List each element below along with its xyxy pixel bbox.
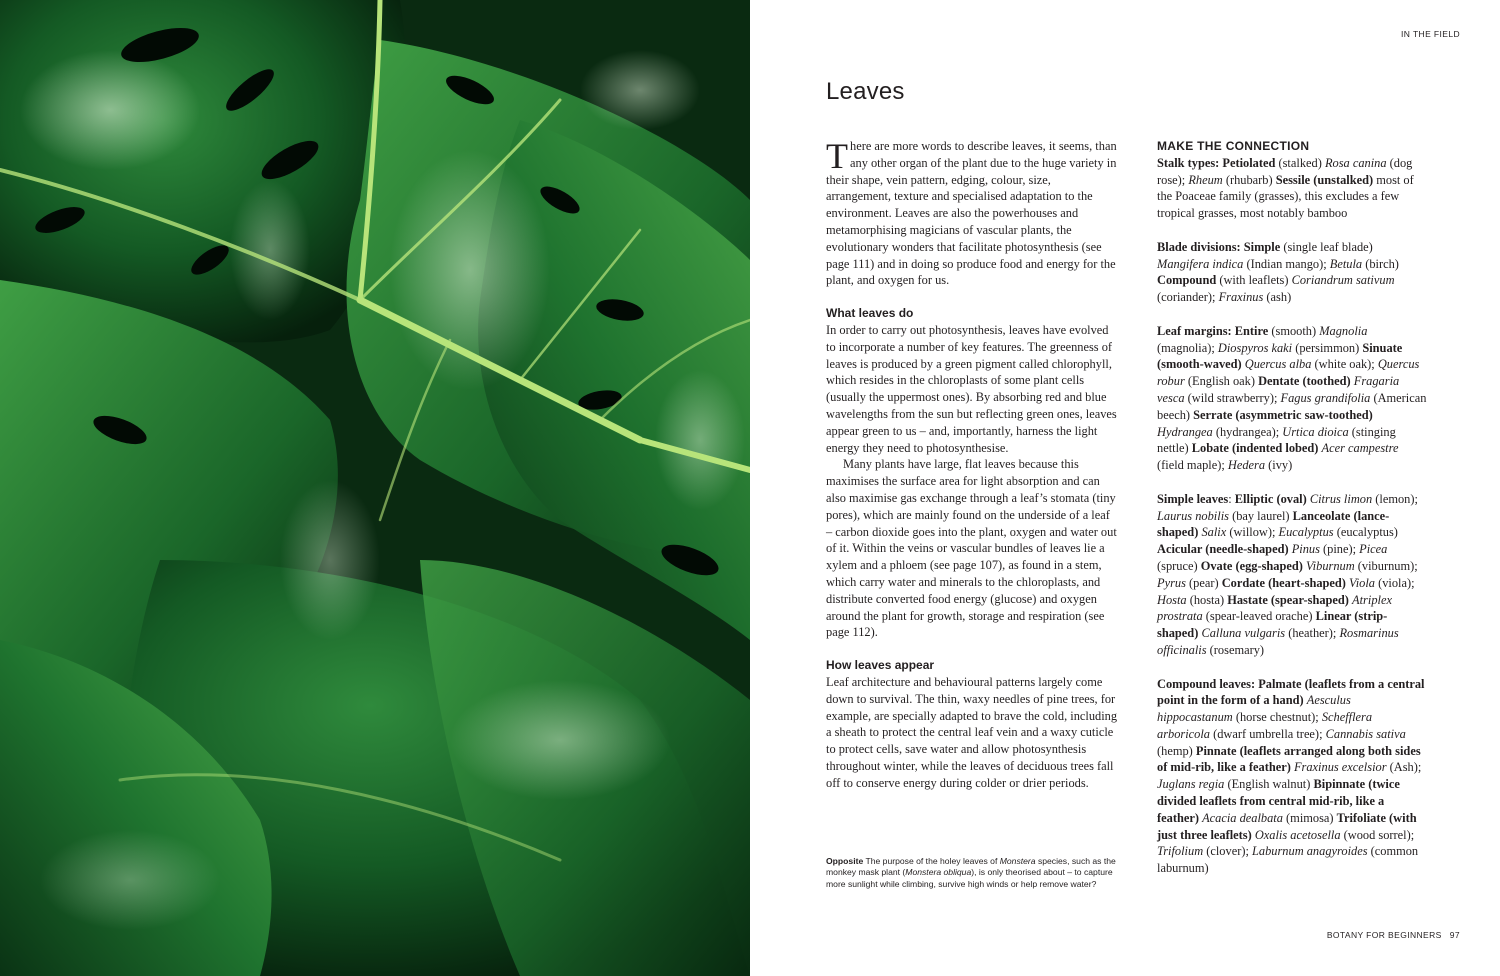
species-italic: Hydrangea — [1157, 424, 1213, 439]
term-bold: Leaf margins: Entire — [1157, 323, 1269, 338]
term-bold: Compound — [1157, 273, 1217, 288]
term-text: (heather); — [1285, 626, 1340, 641]
page-number: 97 — [1449, 930, 1460, 940]
species-italic: Salix — [1201, 525, 1227, 540]
term-text: (dwarf umbrella tree); — [1210, 726, 1326, 741]
species-italic: Magnolia — [1319, 323, 1368, 338]
term-text: (English oak) — [1184, 374, 1259, 389]
connection-block — [1157, 239, 1427, 306]
subheading-what-leaves-do: What leaves do — [826, 306, 914, 321]
book-title: BOTANY FOR BEGINNERS — [1326, 930, 1442, 940]
term-bold: Hastate (spear-shaped) — [1227, 592, 1349, 607]
connection-block — [1157, 491, 1427, 659]
species-italic: Mangifera indica — [1157, 256, 1244, 271]
section1-paragraph-1: In order to carry out photosynthesis, leaves have evolved to incorporate a number of key features. The greenness of leaves is produced by a green pigment called chlorophyll, which resides in the chloroplasts of some plant cells (usually the uppermost ones). By absorbing red and blue wavelengths from the sun but reflecting green ones, leaves appear green to us – and, importantly, harness the light energy they need to photosynthesise. — [826, 322, 1117, 455]
term-text: (wild strawberry); — [1184, 390, 1281, 405]
term-bold: Sinuate (smooth-waved) — [1157, 340, 1403, 372]
term-text: (persimmon) — [1292, 340, 1363, 355]
species-italic: Pyrus — [1157, 575, 1186, 590]
section2-paragraph-1: Leaf architecture and behavioural patterns largely come down to survival. The thin, waxy needles of pine trees, for example, are specially adapted to brave the cold, including a sheath to protect the central leaf vein and a waxy cuticle to protect cells, save water and allow photosynthesis throughout winter, while the leaves of deciduous trees fall off to conserve energy during colder or drier periods. — [826, 674, 1118, 790]
species-italic: Juglans regia — [1157, 777, 1225, 792]
caption-italic: Monstera — [999, 856, 1036, 866]
running-head: IN THE FIELD — [1401, 29, 1460, 39]
term-bold: Pinnate (leaflets arranged along both sides of mid-rib, like a feather) — [1157, 743, 1421, 775]
species-italic: Urtica dioica — [1282, 424, 1349, 439]
term-text: most of the Poaceae family (grasses), this excludes a few tropical grasses, most notably bamboo — [1157, 172, 1414, 221]
intro-paragraph — [826, 138, 1118, 289]
species-italic: Fagus grandifolia — [1280, 390, 1371, 405]
term-text: (field maple); — [1157, 458, 1228, 473]
connection-block — [1157, 155, 1427, 222]
main-text-column — [826, 138, 1118, 791]
term-text: (bay laurel) — [1228, 508, 1293, 523]
term-text: (single leaf blade) — [1280, 239, 1373, 254]
species-italic: Laurus nobilis — [1157, 508, 1229, 523]
species-italic: Schefflera arboricola — [1157, 710, 1373, 741]
term-text: : — [1228, 491, 1235, 506]
term-bold: Linear (strip-shaped) — [1157, 609, 1388, 641]
section1-paragraph-2: Many plants have large, flat leaves because this maximises the surface area for light absorption and can also maximise gas exchange through a leaf’s stomata (tiny pores), which are mainly found on the underside of a leaf – carbon dioxide goes into the plant, oxygen and water out of it. Within the veins or vascular bundles of leaves lie a xylem and a phloem (see page 107), as found in a stem, which carry water and minerals to the chloroplasts, and distribute converted food energy (glucose) and oxygen around the plant for growth, storage and respiration (see page 112). — [826, 457, 1117, 640]
term-bold: Compound leaves: Palmate (leaflets from a central point in the form of a hand) — [1157, 676, 1425, 708]
species-italic: Viola — [1349, 575, 1375, 590]
page-footer — [1327, 930, 1460, 940]
term-text: (common laburnum) — [1157, 844, 1419, 876]
drop-cap: T — [826, 136, 848, 176]
term-bold: Sessile (unstalked) — [1275, 172, 1374, 187]
term-bold: Bipinnate (twice divided leaflets from central mid-rib, like a feather) — [1157, 777, 1400, 825]
species-italic: Quercus alba — [1244, 357, 1312, 372]
term-text: (clover); — [1203, 844, 1252, 859]
term-text: (hemp) — [1157, 743, 1196, 758]
page-title: Leaves — [826, 78, 905, 105]
term-text: (with leaflets) — [1216, 273, 1292, 288]
make-the-connection-sidebar — [1157, 138, 1427, 894]
term-text: (white oak); — [1311, 357, 1378, 372]
term-bold: Acicular (needle-shaped) — [1157, 542, 1289, 557]
species-italic: Viburnum — [1306, 558, 1355, 573]
term-text: (Ash); — [1386, 760, 1422, 775]
caption-text: The purpose of the holey leaves of — [863, 856, 1000, 866]
connection-heading: MAKE THE CONNECTION — [1157, 139, 1310, 153]
term-text: (Indian mango); — [1243, 256, 1330, 271]
species-italic: Acacia dealbata — [1202, 810, 1283, 825]
intro-text: here are more words to describe leaves, it seems, than any other organ of the plant due to the huge variety in their shape, vein pattern, edging, colour, size, arrangement, texture and specialised adaptation to the environment. Leaves are also the powerhouses and metamorphising magicians of vascular plants, the evolutionary wonders that facilitate photosynthesis (see page 111) and in doing so produce food and energy for the plant, and oxygen for us. — [826, 139, 1117, 288]
term-text: (hydrangea); — [1212, 424, 1283, 439]
term-bold: Dentate (toothed) — [1258, 374, 1351, 389]
term-bold: Cordate (heart-shaped) — [1221, 575, 1346, 590]
term-text: (mimosa) — [1282, 810, 1337, 825]
connection-block — [1157, 676, 1427, 878]
term-text: (stinging nettle) — [1157, 424, 1396, 456]
species-italic: Atriplex prostrata — [1157, 592, 1392, 624]
term-bold: Stalk types: Petiolated — [1157, 155, 1276, 170]
term-text: (horse chestnut); — [1232, 710, 1322, 725]
caption-text: species, such as the monkey mask plant ( — [826, 856, 1116, 878]
species-italic: Picea — [1359, 542, 1388, 557]
species-italic: Acer campestre — [1321, 441, 1399, 456]
species-italic: Quercus robur — [1157, 357, 1420, 389]
term-bold: Serrate (asymmetric saw-toothed) — [1193, 407, 1373, 422]
term-text: (wood sorrel); — [1340, 827, 1415, 842]
species-italic: Cannabis sativa — [1325, 726, 1406, 741]
species-italic: Betula — [1329, 256, 1363, 271]
term-bold: Lobate (indented lobed) — [1191, 441, 1319, 456]
term-bold: Lanceolate (lance-shaped) — [1157, 508, 1390, 540]
term-bold: Simple leaves — [1157, 491, 1229, 506]
term-text: (American beech) — [1157, 390, 1427, 422]
term-text: (viburnum); — [1354, 558, 1418, 573]
species-italic: Eucalyptus — [1278, 525, 1334, 540]
text-page — [750, 0, 1500, 976]
term-text: (rosemary) — [1206, 642, 1265, 657]
subheading-how-leaves-appear: How leaves appear — [826, 658, 935, 673]
term-text: (viola); — [1374, 575, 1415, 590]
term-text: (pear) — [1185, 575, 1222, 590]
species-italic: Hosta — [1157, 592, 1187, 607]
term-text: (ash) — [1263, 290, 1292, 305]
species-italic: Coriandrum sativum — [1291, 273, 1395, 288]
term-text: (willow); — [1226, 525, 1279, 540]
term-text: (magnolia); — [1157, 340, 1218, 355]
term-bold: Ovate (egg-shaped) — [1200, 558, 1303, 573]
species-italic: Calluna vulgaris — [1201, 626, 1286, 641]
term-text: (pine); — [1319, 542, 1360, 557]
term-text: (rhubarb) — [1222, 172, 1276, 187]
species-italic: Rosmarinus officinalis — [1157, 626, 1399, 657]
species-italic: Fraxinus — [1218, 290, 1264, 305]
term-text: (hosta) — [1186, 592, 1228, 607]
species-italic: Laburnum anagyroides — [1252, 844, 1368, 859]
species-italic: Rheum — [1188, 172, 1223, 187]
term-text: (ivy) — [1265, 458, 1293, 473]
term-text: (coriander); — [1157, 290, 1219, 305]
species-italic: Fragaria vesca — [1157, 374, 1400, 405]
term-text: (spear-leaved orache) — [1202, 609, 1316, 624]
caption-lead: Opposite — [826, 856, 864, 866]
term-text: (lemon); — [1372, 491, 1418, 506]
term-text: (smooth) — [1268, 323, 1320, 338]
term-bold: Trifoliate (with just three leaflets) — [1157, 810, 1417, 842]
caption-text: ), is only theorised about – to capture more sunlight while climbing, survive high winds or help remove water? — [826, 867, 1113, 889]
species-italic: Trifolium — [1157, 844, 1204, 859]
term-bold: Elliptic (oval) — [1234, 491, 1307, 506]
term-text: (spruce) — [1157, 558, 1201, 573]
connection-blocks — [1157, 155, 1427, 877]
term-text: (birch) — [1362, 256, 1399, 271]
term-text: (English walnut) — [1224, 777, 1314, 792]
term-text: (stalked) — [1275, 155, 1325, 170]
species-italic: Hedera — [1227, 458, 1266, 473]
caption-italic: Monstera obliqua — [905, 867, 972, 878]
species-italic: Citrus limon — [1309, 491, 1373, 506]
species-italic: Diospyros kaki — [1217, 340, 1293, 355]
species-italic: Aesculus hippocastanum — [1157, 693, 1351, 725]
species-italic: Rosa canina — [1324, 155, 1387, 170]
term-text: (eucalyptus) — [1333, 525, 1398, 540]
species-italic: Fraxinus excelsior — [1293, 760, 1387, 775]
species-italic: Oxalis acetosella — [1254, 827, 1341, 842]
term-bold: Blade divisions: Simple — [1157, 239, 1281, 254]
photo-caption — [826, 856, 1116, 890]
species-italic: Pinus — [1291, 542, 1320, 557]
term-text: (dog rose); — [1157, 155, 1413, 187]
connection-block — [1157, 323, 1427, 474]
